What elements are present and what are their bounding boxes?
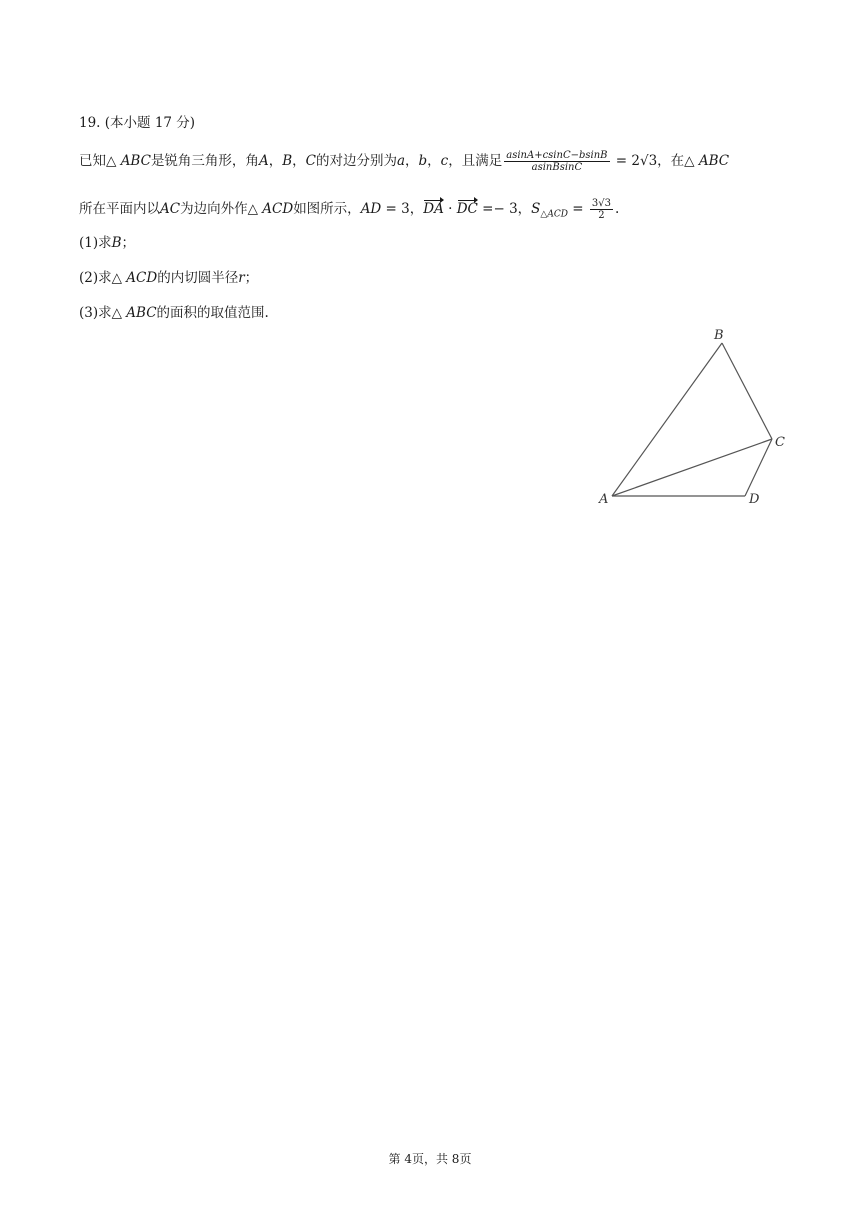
text-segment: = 3， [381,201,424,217]
page-footer: 第 4页，共 8页 [388,1152,472,1166]
text-segment: ， [405,153,419,169]
text-segment: ； [244,270,259,286]
text-segment: 已知△ [79,153,121,169]
segment-ac [612,439,772,496]
math-var: ABC [126,305,157,321]
fraction [504,150,609,173]
fraction-numerator: 3√3 [591,198,611,209]
math-var: AD [360,201,382,217]
text-segment: = 2√3，在△ [611,153,699,169]
vector-dc: DC [456,201,478,217]
text-segment: =− 3， [477,201,532,217]
segment-ab [612,343,722,496]
text-segment: 是锐角三角形，角 [150,153,259,169]
text-segment: (3)求△ [79,305,127,321]
question-2 [79,268,258,288]
question-3 [79,303,269,323]
vector-da: DA [423,201,444,217]
geometry-figure [592,322,802,512]
text-segment: . [614,201,620,217]
math-var: ACD [126,270,158,286]
math-var: A [258,153,269,169]
question-1 [79,233,135,253]
problem-statement-line-1 [79,150,729,173]
math-var: B [282,153,293,169]
fraction-numerator: asinA+csinC−bsinB [506,150,608,161]
text-segment: ， [427,153,441,169]
math-subscript: △ACD [540,209,568,220]
text-segment: 的内切圆半径 [157,270,239,286]
text-segment: ， [268,153,283,169]
vertex-label-d: D [749,492,760,507]
text-segment: 为边向外作△ [180,201,263,217]
problem-header: 19. (本小题 17 分) [79,115,196,131]
math-var: AC [160,201,181,217]
text-segment: ； [121,235,136,251]
math-var: ABC [698,153,730,169]
text-segment: · [443,201,457,217]
math-var: B [111,235,122,251]
vertex-label-a: A [599,492,609,507]
math-var: a [396,153,406,169]
math-var: r [238,270,245,286]
math-var: c [440,153,449,169]
text-segment: 所在平面内以 [79,201,160,217]
text-segment: ，且满足 [448,153,503,169]
fraction-denominator: 2 [598,210,605,221]
vertex-label-c: C [775,435,785,450]
text-segment: 的对边分别为 [315,153,397,169]
text-segment: 的面积的取值范围. [156,305,269,321]
math-var: ACD [262,201,294,217]
math-var: ABC [120,153,151,169]
text-segment: (2)求△ [79,270,127,286]
fraction [590,198,613,221]
text-segment: (1)求 [79,235,112,251]
math-var: S [531,201,541,217]
fraction-denominator: asinBsinC [531,162,583,173]
segment-bc [722,343,772,439]
math-var: C [305,153,316,169]
problem-statement-line-2 [79,198,619,225]
math-var: b [418,153,428,169]
text-segment: ， [292,153,306,169]
text-segment: 如图所示， [293,201,361,217]
text-segment: = [567,201,588,217]
vertex-label-b: B [714,328,724,343]
